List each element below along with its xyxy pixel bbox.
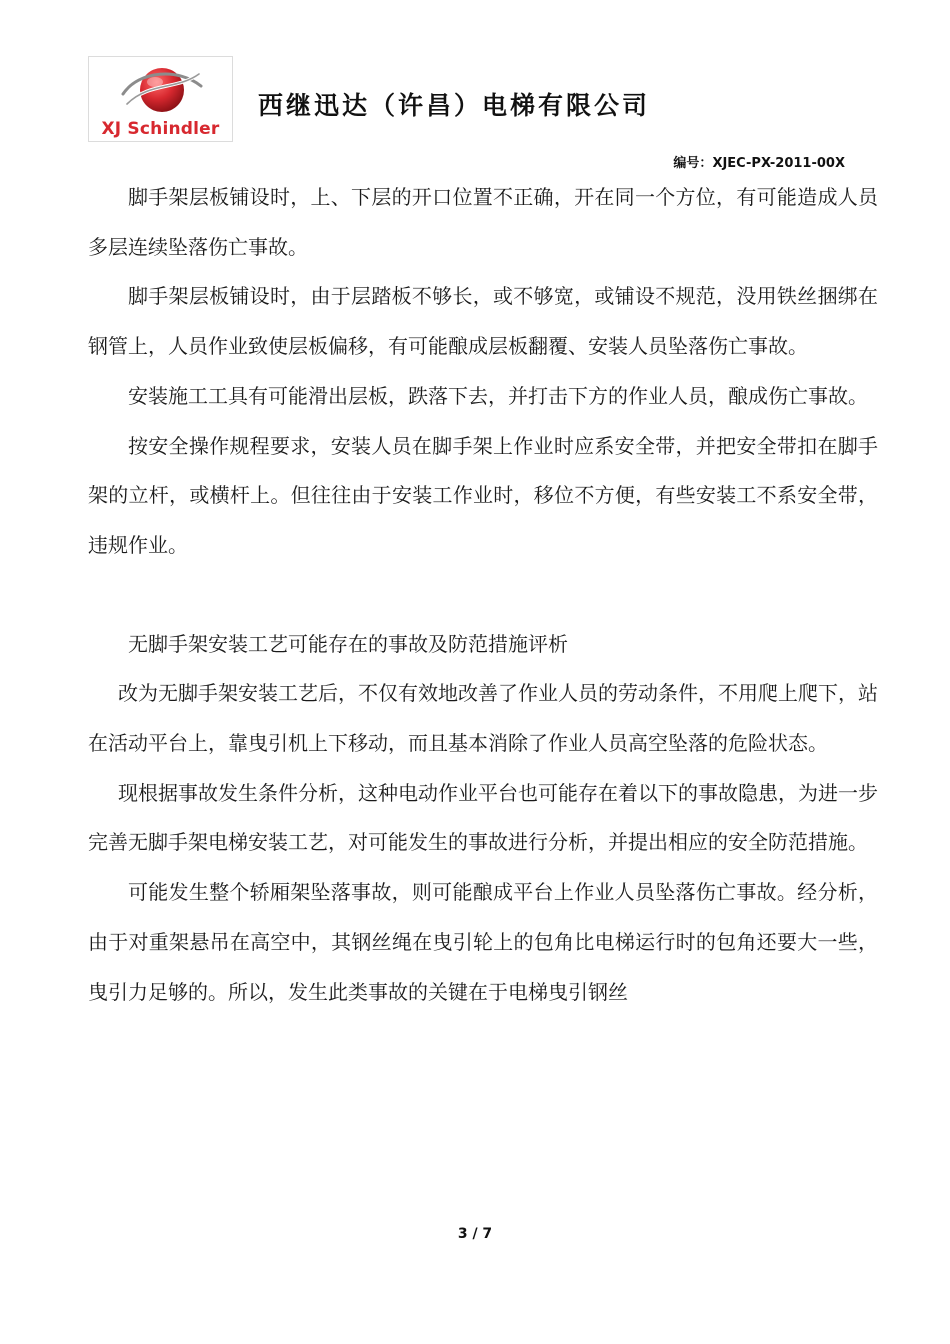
section-heading: 无脚手架安装工艺可能存在的事故及防范措施评析 — [128, 631, 568, 656]
logo-text: XJ Schindler — [101, 119, 220, 139]
paragraph: 脚手架层板铺设时，由于层踏板不够长，或不够宽，或铺设不规范，没用铁丝捆绑在钢管上，人员作业致使层板偏移，有可能酿成层板翻覆、安装人员坠落伤亡事故。 — [88, 284, 878, 359]
paragraph: 可能发生整个轿厢架坠落事故，则可能酿成平台上作业人员坠落伤亡事故。经分析，由于对重架悬吊在高空中，其钢丝绳在曳引轮上的包角比电梯运行时的包角还要大一些，曳引力足够的。所以，发生此类事故的关键在于电梯曳引钢丝 — [88, 880, 878, 1004]
page-indicator: 3 / 7 — [457, 1226, 493, 1242]
schindler-logo-icon — [119, 60, 205, 120]
paragraph: 现根据事故发生条件分析，这种电动作业平台也可能存在着以下的事故隐患，为进一步完善无脚手架电梯安装工艺，对可能发生的事故进行分析，并提出相应的安全防范措施。 — [88, 780, 878, 855]
document-number — [673, 152, 845, 171]
paragraph: 脚手架层板铺设时，上、下层的开口位置不正确，开在同一个方位，有可能造成人员多层连续坠落伤亡事故。 — [88, 185, 878, 259]
company-logo — [88, 56, 233, 142]
document-number-value: XJEC-PX-2011-00X — [712, 156, 845, 171]
paragraph: 安装施工工具有可能滑出层板，跌落下去，并打击下方的作业人员，酿成伤亡事故。 — [128, 383, 868, 408]
paragraph: 改为无脚手架安装工艺后，不仅有效地改善了作业人员的劳动条件，不用爬上爬下，站在活动平台上，靠曳引机上下移动，而且基本消除了作业人员高空坠落的危险状态。 — [88, 681, 878, 756]
paragraph: 按安全操作规程要求，安装人员在脚手架上作业时应系安全带，并把安全带扣在脚手架的立杆，或横杆上。但往往由于安装工作业时，移位不方便，有些安装工不系安全带，违规作业。 — [88, 433, 878, 557]
document-number-label: 编号： — [673, 156, 713, 171]
company-name: 西继迅达（许昌）电梯有限公司 — [258, 91, 651, 120]
document-body — [88, 173, 878, 1017]
